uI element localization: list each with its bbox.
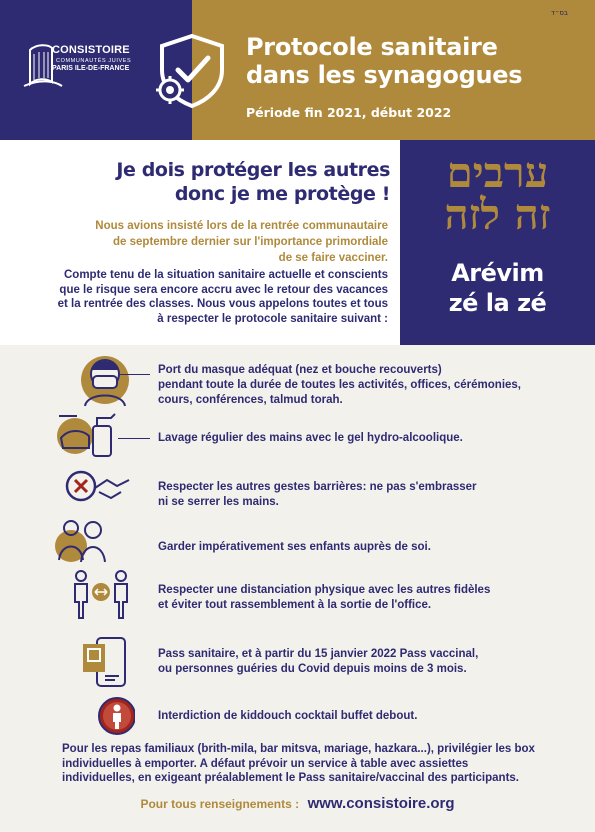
rule-text: Respecter les autres gestes barrières: ne pas s'embrasser ni se serrer les mains. [158, 481, 477, 508]
website-link[interactable]: www.consistoire.org [307, 795, 455, 812]
rule-text: Lavage régulier des mains avec le gel hydro-alcoolique. [158, 432, 463, 444]
hebrew-motto: ערבים זה לזה [444, 148, 551, 239]
shield-check-icon [150, 32, 234, 110]
rule-text: Respecter une distanciation physique avec les autres fidèles et éviter tout rassemblement à la sortie de l'office. [158, 584, 491, 611]
rule-text: Pass sanitaire, et à partir du 15 janvier 2022 Pass vaccinal, ou personnes guéries du Covid depuis moins de 3 mois. [158, 648, 479, 675]
bsd-mark: בס״ד [551, 9, 568, 17]
page-title: Protocole sanitaire dans les synagogues [246, 33, 523, 89]
connector-line [118, 374, 150, 375]
hand-sanitizer-icon [55, 408, 135, 460]
logo-subtitle: COMMUNAUTÉS JUIVES [56, 58, 132, 64]
pass-phone-icon [55, 634, 135, 690]
family-icon [55, 516, 135, 562]
meals-note: Pour les repas familiaux (brith-mila, bar mitsva, mariage, hazkara...), privilégier les box individuelles à emporter. A défaut prévoir un service à table avec assiettes individuelles, en exigeant préalablement le Pass sanitaire/vaccinal des participants. [62, 743, 535, 784]
intro-body: Compte tenu de la situation sanitaire actuelle et conscients que le risque sera encore accru avec le retour des vacances et la rentrée des classes. Nous vous appelons toutes et tous à respecter le protocole sanitaire suivant : [57, 269, 388, 325]
arevim-motto: Arévim zé la zé [448, 259, 547, 317]
period-subtitle: Période fin 2021, début 2022 [246, 105, 452, 120]
mask-icon [55, 352, 135, 408]
no-buffet-icon [55, 696, 135, 736]
logo-region: PARIS ILE-DE-FRANCE [52, 65, 130, 72]
contact-label: Pour tous renseignements : [140, 797, 300, 811]
connector-line [118, 438, 150, 439]
distancing-icon [55, 568, 135, 620]
intro-headline: Je dois protéger les autres donc je me protège ! [116, 159, 390, 205]
logo-name: CONSISTOIRE [52, 44, 130, 56]
rule-text: Port du masque adéquat (nez et bouche recouverts) pendant toute la durée de toutes les activités, offices, cérémonies, cours, conférences, talmud torah. [158, 364, 521, 406]
intro-vaccination-note: Nous avions insisté lors de la rentrée communautaire de septembre dernier sur l'importance primordiale de se faire vacciner. [95, 220, 388, 264]
rule-text: Garder impérativement ses enfants auprès de soi. [158, 541, 431, 553]
rule-text: Interdiction de kiddouch cocktail buffet debout. [158, 710, 418, 722]
no-handshake-icon [55, 466, 135, 510]
contact-line [0, 795, 595, 813]
